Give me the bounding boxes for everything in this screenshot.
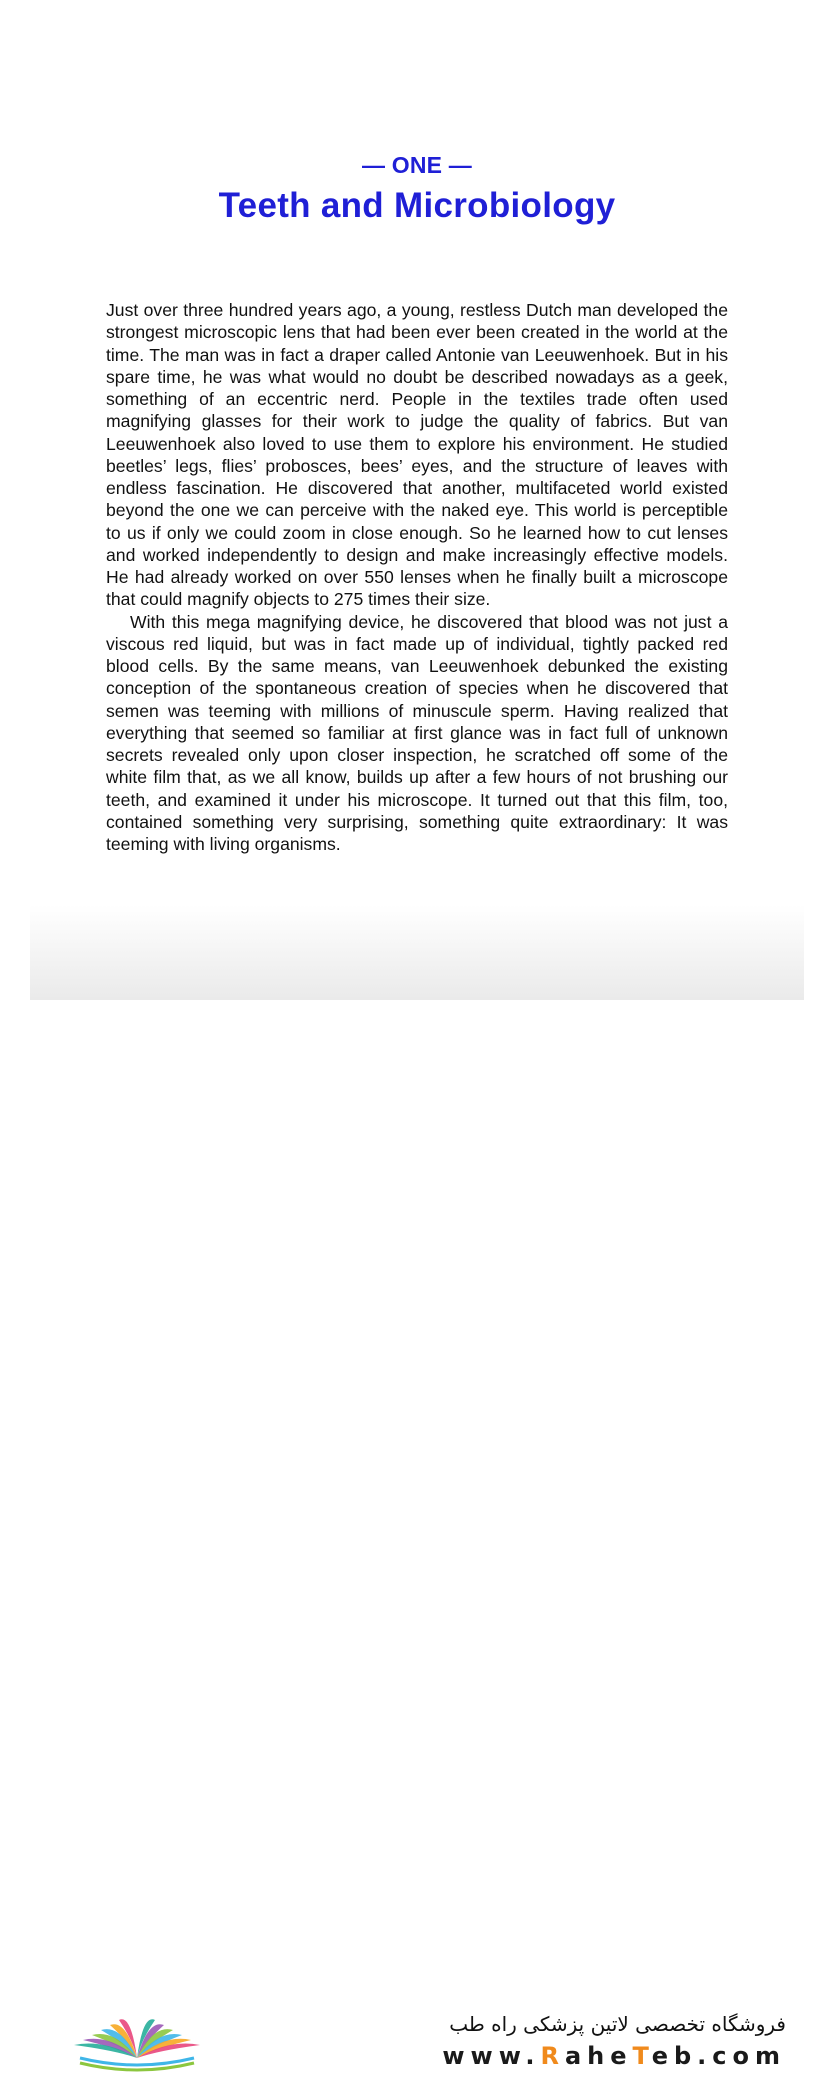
paragraph: With this mega magnifying device, he discovered that blood was not just a viscous red liquid, but was in fact made up of individual, tightly packed red blood cells. By the same means, van Leeuwenhoek debunked the existing conception of the spontaneous creation of species when he discovered that semen was teeming with millions of minuscule sperm. Having realized that everything that seemed so familiar at first glance was in fact full of unknown secrets revealed only upon closer inspection, he scratched off some of the white film that, as we all know, builds up after a few hours of not brushing our teeth, and examined it under his microscope. It turned out that this film, too, contained something very surprising, something quite extraordinary: It was teeming with living organisms. [106, 611, 728, 854]
shop-url [442, 2042, 786, 2070]
watermark-footer [0, 1000, 834, 2070]
url-part: eb.com [651, 2042, 786, 2070]
url-part: ahe [564, 2042, 633, 2070]
chapter-number: — ONE — [361, 152, 473, 178]
url-part: www. [442, 2042, 541, 2070]
url-part: T [632, 2042, 652, 2070]
book-page [0, 0, 834, 1000]
page-shadow [30, 905, 804, 1000]
chapter-title: Teeth and Microbiology [218, 186, 616, 225]
logo-book-base [80, 2058, 194, 2065]
open-book-icon [72, 2008, 202, 2074]
chapter-body [106, 299, 728, 855]
shop-name: فروشگاه تخصصی لاتین پزشکی راه طب [449, 2012, 786, 2036]
paragraph: Just over three hundred years ago, a young, restless Dutch man developed the strongest microscopic lens that had been ever been created in the world at the time. The man was in fact a draper called Antonie van Leeuwenhoek. But in his spare time, he was what would no doubt be described nowadays as a geek, something of an eccentric nerd. People in the textiles trade often used magnifying glasses for their work to judge the quality of fabrics. But van Leeuwenhoek also loved to use them to explore his environment. He studied beetles’ legs, flies’ probosces, bees’ eyes, and the structure of leaves with endless fascination. He discovered that another, multifaceted world existed beyond the one we can perceive with the naked eye. This world is perceptible to us if only we could zoom in close enough. So he learned how to cut lenses and worked independently to design and make increasingly effective models. He had already worked on over 550 lenses when he finally built a microscope that could magnify objects to 275 times their size. [106, 300, 728, 610]
url-part: R [540, 2042, 565, 2070]
